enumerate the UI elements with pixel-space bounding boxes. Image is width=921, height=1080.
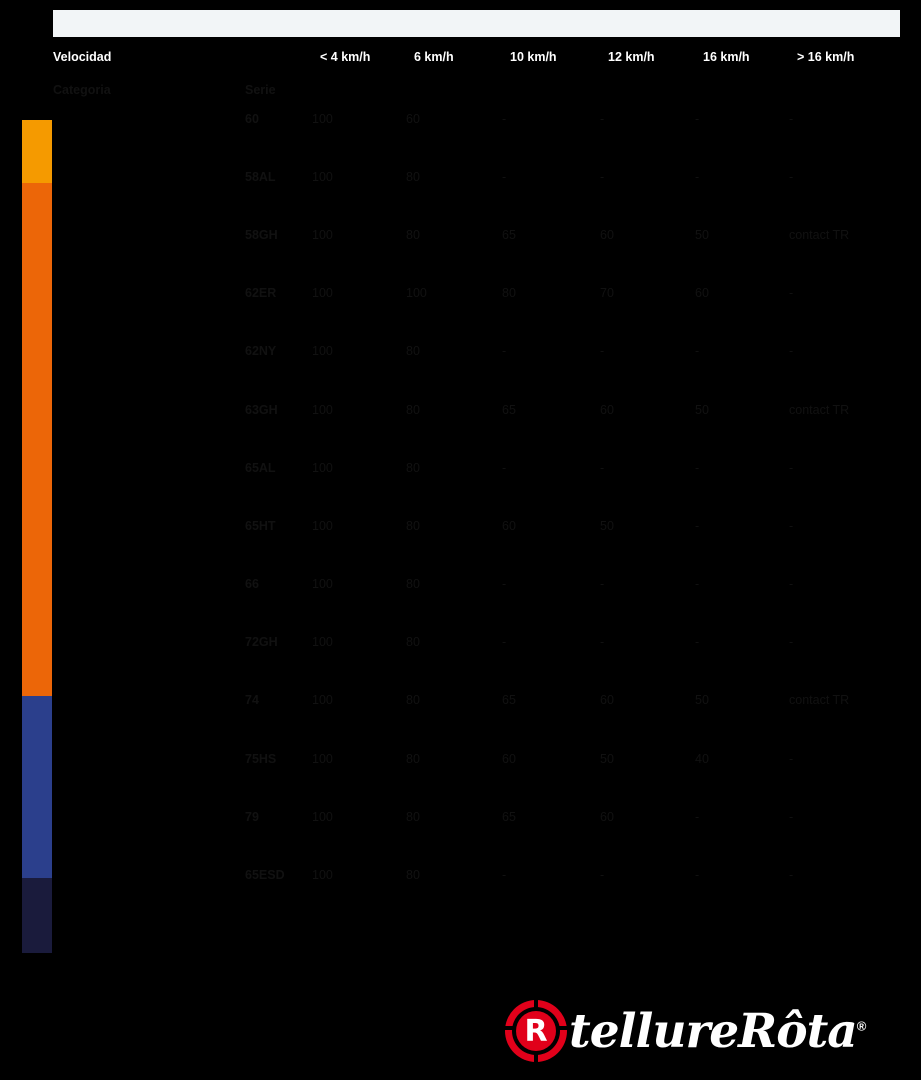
value-cell: - [789, 104, 900, 133]
value-cell: - [789, 569, 900, 598]
table-row [53, 220, 900, 249]
table-row [53, 511, 900, 540]
value-cell: - [789, 278, 900, 307]
value-cell: contact TR [789, 685, 900, 714]
table-row [53, 453, 900, 482]
row-gap [53, 249, 900, 278]
category-cell [53, 685, 245, 714]
value-cell: 70 [600, 278, 695, 307]
speed-col-6: > 16 km/h [789, 37, 900, 76]
row-gap [53, 540, 900, 569]
value-cell: 60 [502, 511, 600, 540]
table-row [53, 569, 900, 598]
value-cell: - [789, 511, 900, 540]
value-cell: 100 [312, 569, 406, 598]
value-cell: - [502, 860, 600, 889]
value-cell: 50 [600, 744, 695, 773]
serie-cell: 65HT [245, 511, 312, 540]
category-cell [53, 744, 245, 773]
value-cell: 60 [600, 802, 695, 831]
value-cell: - [695, 162, 789, 191]
serie-column-header: Serie [245, 76, 312, 104]
category-cell [53, 104, 245, 133]
value-cell: - [695, 453, 789, 482]
value-cell: 65 [502, 220, 600, 249]
value-cell: 65 [502, 395, 600, 424]
value-cell: 80 [406, 802, 502, 831]
category-bar-blue [22, 696, 52, 878]
brand-logo [505, 1000, 875, 1062]
value-cell: 80 [406, 860, 502, 889]
category-cell [53, 278, 245, 307]
value-cell: - [789, 453, 900, 482]
table-top-row [53, 10, 900, 37]
value-cell: - [600, 336, 695, 365]
value-cell: 60 [600, 685, 695, 714]
table-row [53, 627, 900, 656]
row-gap [53, 307, 900, 336]
speed-col-4: 12 km/h [600, 37, 695, 76]
top-right-blank [312, 10, 900, 37]
value-cell: 50 [695, 685, 789, 714]
value-cell: 80 [406, 162, 502, 191]
value-cell: - [600, 627, 695, 656]
value-cell: - [502, 336, 600, 365]
value-cell: 60 [406, 104, 502, 133]
value-cell: contact TR [789, 395, 900, 424]
speed-table [53, 10, 900, 889]
value-cell: 80 [406, 744, 502, 773]
table-row [53, 860, 900, 889]
speed-col-3: 10 km/h [502, 37, 600, 76]
serie-cell: 79 [245, 802, 312, 831]
speed-table-container [53, 10, 900, 889]
value-cell: 100 [312, 627, 406, 656]
value-cell: 100 [312, 511, 406, 540]
value-cell: 80 [406, 511, 502, 540]
table-row [53, 278, 900, 307]
serie-cell: 75HS [245, 744, 312, 773]
value-cell: 60 [695, 278, 789, 307]
value-cell: - [695, 802, 789, 831]
subheader-blank-3 [502, 76, 600, 104]
row-gap [53, 773, 900, 802]
subheader-row [53, 76, 900, 104]
value-cell: - [695, 569, 789, 598]
category-cell [53, 569, 245, 598]
category-cell [53, 511, 245, 540]
serie-cell: 58GH [245, 220, 312, 249]
value-cell: - [600, 453, 695, 482]
velocity-header-label: Velocidad [53, 37, 312, 76]
value-cell: - [502, 104, 600, 133]
value-cell: - [789, 162, 900, 191]
value-cell: - [600, 104, 695, 133]
subheader-blank-6 [789, 76, 900, 104]
row-gap [53, 191, 900, 220]
value-cell: - [502, 162, 600, 191]
value-cell: - [789, 802, 900, 831]
value-cell: 80 [406, 395, 502, 424]
value-cell: - [502, 569, 600, 598]
value-cell: 65 [502, 802, 600, 831]
value-cell: 100 [312, 162, 406, 191]
value-cell: 65 [502, 685, 600, 714]
value-cell: 60 [600, 220, 695, 249]
row-gap [53, 482, 900, 511]
serie-cell: 58AL [245, 162, 312, 191]
value-cell: 80 [406, 453, 502, 482]
value-cell: - [695, 627, 789, 656]
category-cell [53, 162, 245, 191]
value-cell: 50 [695, 395, 789, 424]
row-gap [53, 424, 900, 453]
speed-col-2: 6 km/h [406, 37, 502, 76]
row-gap [53, 831, 900, 860]
value-cell: 100 [312, 395, 406, 424]
value-cell: 80 [406, 569, 502, 598]
serie-cell: 66 [245, 569, 312, 598]
value-cell: 100 [312, 453, 406, 482]
row-gap [53, 656, 900, 685]
value-cell: - [695, 511, 789, 540]
table-row [53, 336, 900, 365]
value-cell: 100 [312, 802, 406, 831]
table-row [53, 802, 900, 831]
top-left-blank [53, 10, 312, 37]
category-color-bars [22, 0, 52, 1080]
table-row [53, 395, 900, 424]
value-cell: 100 [312, 336, 406, 365]
value-cell: - [502, 627, 600, 656]
value-cell: 50 [600, 511, 695, 540]
velocity-header-row [53, 37, 900, 76]
logo-letter: R [524, 1013, 548, 1049]
value-cell: - [695, 336, 789, 365]
serie-cell: 65ESD [245, 860, 312, 889]
value-cell: - [600, 569, 695, 598]
value-cell: 100 [312, 685, 406, 714]
value-cell: 60 [502, 744, 600, 773]
value-cell: 100 [406, 278, 502, 307]
value-cell: 60 [600, 395, 695, 424]
table-row [53, 685, 900, 714]
subheader-blank-2 [406, 76, 502, 104]
serie-cell: 60 [245, 104, 312, 133]
serie-cell: 63GH [245, 395, 312, 424]
value-cell: 80 [406, 220, 502, 249]
speed-col-1: < 4 km/h [312, 37, 406, 76]
subheader-blank-1 [312, 76, 406, 104]
value-cell: - [600, 162, 695, 191]
row-gap [53, 133, 900, 162]
table-row [53, 162, 900, 191]
value-cell: 80 [406, 685, 502, 714]
table-row [53, 104, 900, 133]
category-cell [53, 802, 245, 831]
speed-col-5: 16 km/h [695, 37, 789, 76]
category-bar-orange [22, 183, 52, 696]
category-cell [53, 336, 245, 365]
serie-cell: 72GH [245, 627, 312, 656]
category-cell [53, 220, 245, 249]
serie-cell: 62ER [245, 278, 312, 307]
serie-cell: 65AL [245, 453, 312, 482]
value-cell: 100 [312, 860, 406, 889]
value-cell: 40 [695, 744, 789, 773]
value-cell: 80 [502, 278, 600, 307]
value-cell: 100 [312, 278, 406, 307]
serie-cell: 74 [245, 685, 312, 714]
category-bar-yellow [22, 120, 52, 183]
category-cell [53, 627, 245, 656]
subheader-blank-5 [695, 76, 789, 104]
subheader-blank-4 [600, 76, 695, 104]
serie-cell: 62NY [245, 336, 312, 365]
value-cell: - [600, 860, 695, 889]
row-gap [53, 714, 900, 744]
row-gap [53, 365, 900, 395]
table-row [53, 744, 900, 773]
value-cell: 100 [312, 220, 406, 249]
value-cell: 80 [406, 627, 502, 656]
category-cell [53, 453, 245, 482]
value-cell: contact TR [789, 220, 900, 249]
value-cell: 80 [406, 336, 502, 365]
value-cell: - [502, 453, 600, 482]
value-cell: 100 [312, 744, 406, 773]
value-cell: - [695, 104, 789, 133]
category-cell [53, 860, 245, 889]
value-cell: - [789, 627, 900, 656]
row-gap [53, 598, 900, 627]
value-cell: - [695, 860, 789, 889]
value-cell: - [789, 336, 900, 365]
tellure-rota-mark-icon [505, 1000, 567, 1062]
category-column-header: Categoria [53, 76, 245, 104]
category-cell [53, 395, 245, 424]
value-cell: - [789, 860, 900, 889]
value-cell: - [789, 744, 900, 773]
value-cell: 100 [312, 104, 406, 133]
logo-wordmark-text: tellureRôta [569, 1003, 857, 1059]
category-bar-darkblue [22, 878, 52, 953]
logo-wordmark [569, 1004, 865, 1059]
value-cell: 50 [695, 220, 789, 249]
logo-registered-mark: ® [856, 1017, 866, 1033]
